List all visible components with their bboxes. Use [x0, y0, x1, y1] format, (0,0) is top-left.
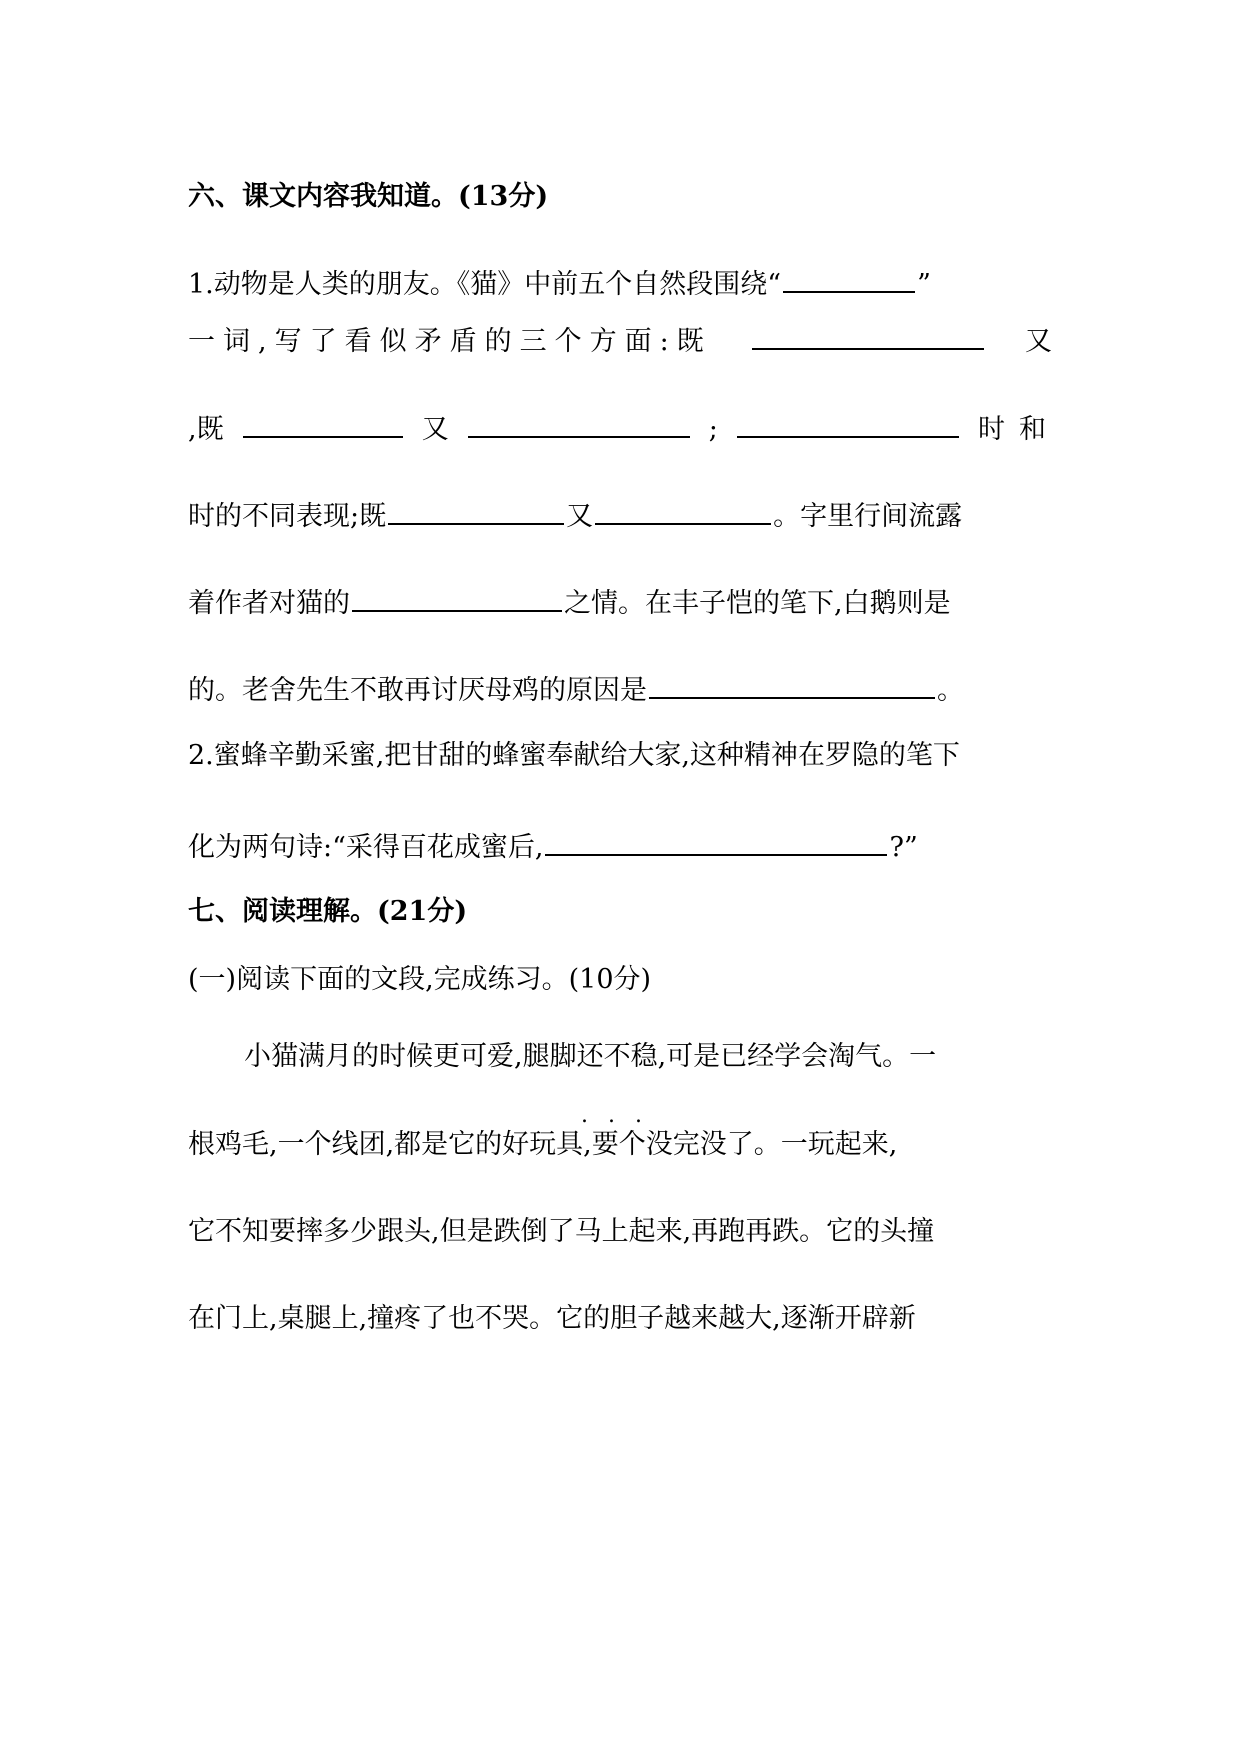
answer-blank-6[interactable] [388, 497, 564, 525]
answer-blank-2[interactable] [752, 322, 984, 350]
q1-line5 [188, 584, 1060, 621]
part1-heading: (一)阅读下面的文段,完成练习。(10分) [188, 964, 652, 995]
q1-line2 [188, 322, 1060, 359]
q1-line3 [188, 410, 1060, 447]
q1-line3-d: 时和 [977, 414, 1060, 445]
q1-line1-text: 1.动物是人类的朋友。《猫》中前五个自然段围绕“ [188, 269, 782, 300]
q2-line2 [188, 828, 1060, 865]
q2-line1: 2.蜜蜂辛勤采蜜,把甘甜的蜂蜜奉献给大家,这种精神在罗隐的笔下 [188, 740, 960, 771]
q2-line2-a: 化为两句诗:“采得百花成蜜后, [188, 832, 544, 863]
answer-blank-1[interactable] [783, 265, 915, 293]
q1-line6-b: 。 [937, 675, 964, 706]
q1-line5-a: 着作者对猫的 [188, 588, 350, 619]
q1-line1-end: ” [917, 269, 931, 300]
passage-line4: 在门上,桌腿上,撞疼了也不哭。它的胆子越来越大,逐渐开辟新 [188, 1303, 916, 1334]
q1-line4-c: 。字里行间流露 [773, 501, 963, 532]
q1-line1 [188, 265, 1060, 302]
passage-line3: 它不知要摔多少跟头,但是跌倒了马上起来,再跑再跌。它的头撞 [188, 1216, 935, 1247]
answer-blank-7[interactable] [595, 497, 771, 525]
q1-line5-b: 之情。在丰子恺的笔下,白鹅则是 [564, 588, 951, 619]
q2-line2-b: ?” [889, 832, 918, 863]
q1-line3-a: ,既 [188, 414, 224, 445]
passage-line2: 根鸡毛,一个线团,都是它的好玩具,要个没完没了。一玩起来, [188, 1129, 898, 1160]
q1-line4-b: 又 [566, 501, 594, 532]
answer-blank-8[interactable] [352, 584, 562, 612]
answer-blank-5[interactable] [737, 410, 959, 438]
answer-blank-9[interactable] [649, 671, 935, 699]
q1-line6-a: 的。老舍先生不敢再讨厌母鸡的原因是 [188, 675, 647, 706]
answer-blank-10[interactable] [545, 828, 887, 856]
q1-line3-c: ; [708, 414, 718, 445]
q1-line6 [188, 671, 1060, 708]
answer-blank-3[interactable] [243, 410, 403, 438]
emphasis-dots: ... [581, 1103, 662, 1128]
section6-heading: 六、课文内容我知道。(13分) [188, 181, 549, 212]
q1-line3-b: 又 [421, 414, 449, 445]
passage-line1: 小猫满月的时候更可爱,腿脚还不稳,可是已经学会淘气。一 [244, 1041, 937, 1072]
q1-line4 [188, 497, 1060, 534]
answer-blank-4[interactable] [468, 410, 690, 438]
q1-line2-text: 一词,写了看似矛盾的三个方面:既 [188, 326, 712, 357]
q1-line4-a: 时的不同表现;既 [188, 501, 387, 532]
q1-line2-end: 又 [1025, 326, 1060, 357]
section7-heading: 七、阅读理解。(21分) [188, 896, 468, 927]
